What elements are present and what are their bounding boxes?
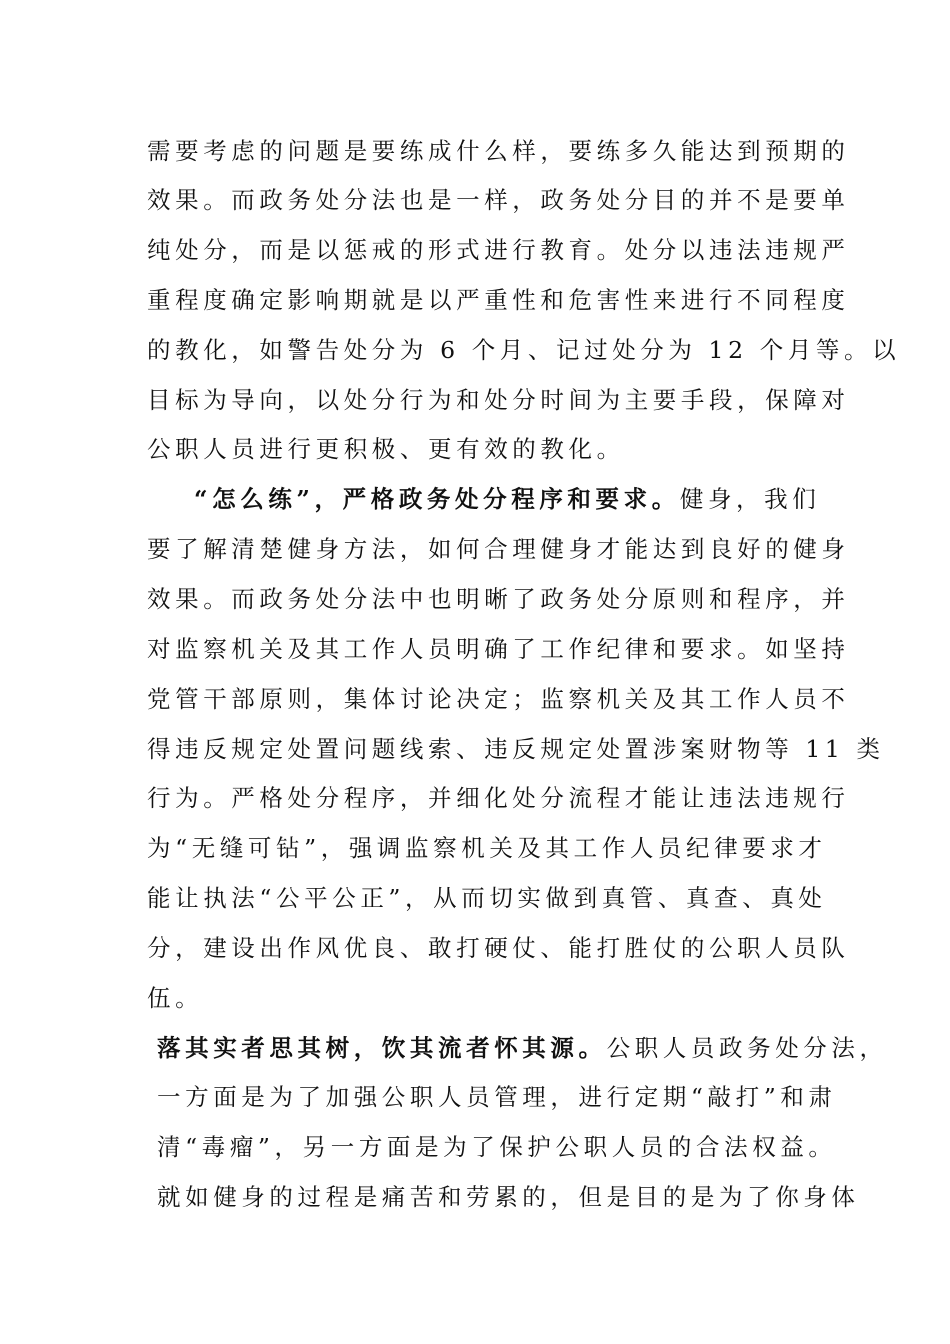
text-line: 目标为导向，以处分行为和处分时间为主要手段，保障对 (147, 386, 850, 414)
paragraph-2-first-line-text: 健身，我们 (679, 485, 821, 513)
text-line: 一方面是为了加强公职人员管理，进行定期“敲打”和肃 (157, 1083, 837, 1111)
text-line: 党管干部原则，集体讨论决定；监察机关及其工作人员不 (147, 685, 850, 713)
text-line: 就如健身的过程是痛苦和劳累的，但是目的是为了你身体 (157, 1183, 860, 1211)
paragraph-3-heading: 落其实者思其树，饮其流者怀其源。 (157, 1034, 607, 1062)
text-line: 清“毒瘤”，另一方面是为了保护公职人员的合法权益。 (157, 1133, 837, 1161)
text-line: 伍。 (147, 984, 204, 1012)
text-line: 为“无缝可钻”，强调监察机关及其工作人员纪律要求才 (147, 834, 827, 862)
text-line: 重程度确定影响期就是以严重性和危害性来进行不同程度 (147, 286, 850, 314)
text-line: 能让执法“公平公正”，从而切实做到真管、真查、真处 (147, 884, 827, 912)
text-line: 要了解清楚健身方法，如何合理健身才能达到良好的健身 (147, 535, 850, 563)
text-line: 公职人员进行更积极、更有效的教化。 (147, 435, 625, 463)
paragraph-3-first-line-text: 公职人员政务处分法， (606, 1034, 888, 1062)
text-line: 得违反规定处置问题线索、违反规定处置涉案财物等 11 类 (147, 735, 885, 763)
paragraph-3-first-line (157, 1033, 888, 1063)
paragraph-2-heading: “怎么练”，严格政务处分程序和要求。 (194, 485, 680, 513)
text-line: 纯处分，而是以惩戒的形式进行教育。处分以违法违规严 (147, 236, 850, 264)
text-line: 行为。严格处分程序，并细化处分流程才能让违法违规行 (147, 784, 850, 812)
text-line: 效果。而政务处分法中也明晰了政务处分原则和程序，并 (147, 585, 850, 613)
text-line: 效果。而政务处分法也是一样，政务处分目的并不是要单 (147, 186, 850, 214)
text-line: 对监察机关及其工作人员明确了工作纪律和要求。如坚持 (147, 635, 850, 663)
text-line: 需要考虑的问题是要练成什么样，要练多久能达到预期的 (147, 137, 850, 165)
paragraph-2-first-line (194, 484, 820, 514)
text-line: 分，建设出作风优良、敢打硬仗、能打胜仗的公职人员队 (147, 934, 850, 962)
text-line: 的教化，如警告处分为 6 个月、记过处分为 12 个月等。以 (147, 336, 901, 364)
